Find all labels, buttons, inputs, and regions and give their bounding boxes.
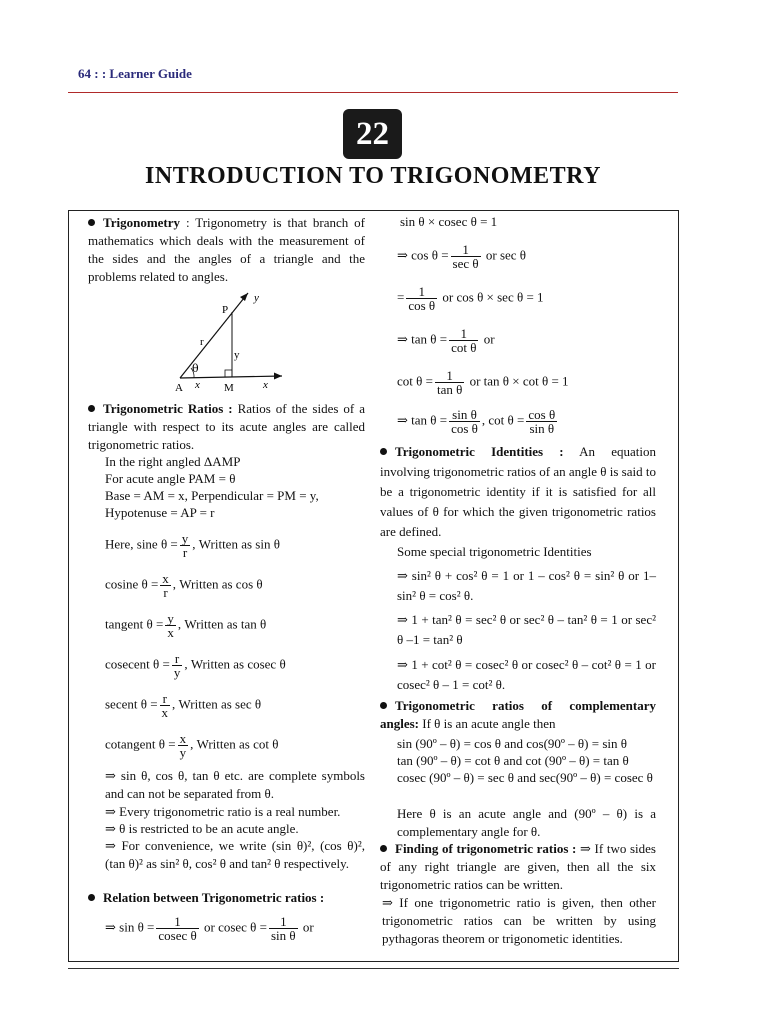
identity-sin-cos: ⇒ sin² θ + cos² θ = 1 or 1 – cos² θ = sin² θ or 1– sin² θ = cos² θ.	[397, 568, 656, 603]
bullet-icon	[88, 405, 95, 412]
secent-definition: secent θ = $\frac{r}{x}$ , Written as sec θ	[105, 691, 262, 720]
label-y-side: y	[234, 349, 240, 361]
note-convenience: ⇒ For convenience, we write (sin θ)², (cos θ)², (tan θ)² as sin² θ, cos² θ and tan² θ respectively.	[105, 838, 365, 871]
identity-cot-cosec: ⇒ 1 + cot² θ = cosec² θ or cosec² θ – cot² θ = 1 or cosec² θ – 1 = cot² θ.	[397, 657, 656, 692]
label-m: M	[224, 382, 234, 394]
identity-tan-sec: ⇒ 1 + tan² θ = sec² θ or sec² θ – tan² θ = 1 or sec² θ –1 = tan² θ	[397, 612, 656, 647]
chapter-number: 22	[343, 109, 402, 159]
note-acute-angle: ⇒ θ is restricted to be an acute angle.	[105, 821, 299, 836]
bullet-icon	[380, 702, 387, 709]
definition-text: Ratios of the sides of a triangle with respect to its acute angles are called trigonometric ratios.	[88, 401, 365, 452]
sin-cosec-product: sin θ × cosec θ = 1	[400, 214, 498, 229]
bullet-icon	[380, 448, 387, 455]
running-header: 64 : : Learner Guide	[78, 66, 192, 81]
bullet-icon	[88, 219, 95, 226]
relation-cos-sec: ⇒ cos θ = $\frac{1}{\text{sec θ}}$ or sec θ	[397, 242, 527, 271]
triangle-line: In the right angled ΔAMP	[105, 454, 241, 469]
cotangent-definition: cotangent θ = $\frac{x}{y}$ , Written as cot θ	[105, 731, 279, 760]
label-theta: θ	[192, 362, 199, 375]
relation-sin-cosec: ⇒ sin θ = $\frac{1}{\text{cosec θ}}$ or cosec θ = $\frac{1}{\text{sin θ}}$ or	[105, 914, 314, 943]
complementary-definition: Trigonometric ratios of complementary angles: If θ is an acute angle then	[380, 698, 656, 731]
note-complete-symbols: ⇒ sin θ, cos θ, tan θ etc. are complete symbols and can not be separated from θ.	[105, 768, 365, 801]
label-a: A	[175, 382, 183, 394]
sine-definition: Here, sine θ = $\frac{y}{r}$ , Written as sin θ	[105, 531, 280, 560]
relation-tan-cot-quotient: ⇒ tan θ = $\frac{\text{sin θ}}{\text{cos θ}}$ , cot θ = $\frac{\text{cos θ}}{\text{sin θ}}$	[397, 407, 556, 436]
finding-ratios-note: ⇒ If one trigonometric ratio is given, then other trigonometric ratios can be written by using pythagoras theorem or trigonometic identities.	[382, 895, 656, 946]
finding-ratios: Finding of trigonometric ratios : ⇒ If two sides of any right triangle are given, then all the six trigonometric ratios can be written.	[380, 841, 656, 892]
complementary-sin-cos: sin (90º – θ) = cos θ and cos(90º – θ) = sin θ	[397, 736, 627, 751]
cosine-definition: cosine θ = $\frac{x}{r}$ , Written as cos θ	[105, 571, 263, 600]
tangent-definition: tangent θ = $\frac{y}{x}$ , Written as tan θ	[105, 611, 267, 640]
base-line: Base = AM = x, Perpendicular = PM = y,	[105, 488, 319, 503]
relation-cot-tan: cot θ = $\frac{1}{\text{tan θ}}$ or tan θ × cot θ = 1	[397, 368, 569, 397]
chapter-title: INTRODUCTION TO TRIGONOMETRY	[145, 163, 601, 189]
cosecent-definition: cosecent θ = $\frac{r}{y}$ , Written as cosec θ	[105, 651, 286, 680]
relation-tan-cot: ⇒ tan θ = $\frac{1}{\text{cot θ}}$ or	[397, 326, 495, 355]
definition-text: : Trigonometry is that branch of mathematics which deals with the measurement of the sides and the angles of a triangle and the problems related to angles.	[88, 215, 365, 284]
complementary-note: Here θ is an acute angle and (90º – θ) is a complementary angle for θ.	[397, 806, 656, 839]
trigonometric-ratios-definition	[88, 400, 365, 454]
bullet-icon	[88, 894, 95, 901]
label-x-axis: x	[263, 379, 268, 391]
term-trigonometry: Trigonometry	[103, 215, 181, 230]
label-p: P	[222, 304, 229, 316]
complementary-tan-cot: tan (90º – θ) = cot θ and cot (90º – θ) = tan θ	[397, 753, 629, 768]
identities-subheading: Some special trigonometric Identities	[397, 544, 592, 559]
label-x-base: x	[195, 379, 200, 391]
header-rule	[68, 92, 678, 93]
hypotenuse-line: Hypotenuse = AP = r	[105, 505, 215, 520]
angle-line: For acute angle PAM = θ	[105, 471, 236, 486]
identities-definition: Trigonometric Identities : An equation involving trigonometric ratios of an angle θ is said to be a trigonometric identity if it is satisfied for all values of θ for which the given trigonometric ratios are defined.	[380, 444, 656, 539]
note-real-number: ⇒ Every trigonometric ratio is a real number.	[105, 804, 341, 819]
label-y-axis: y	[254, 292, 259, 304]
relation-sec-cos: = $\frac{1}{\text{cos θ}}$ or cos θ × sec θ = 1	[397, 284, 544, 313]
bullet-icon	[380, 845, 387, 852]
complementary-cosec-sec: cosec (90º – θ) = sec θ and sec(90º – θ) = cosec θ	[397, 770, 653, 785]
trigonometry-definition	[88, 214, 365, 286]
term-trigonometric-ratios: Trigonometric Ratios :	[103, 401, 233, 416]
label-r: r	[200, 336, 204, 348]
right-triangle-diagram	[170, 285, 285, 395]
footer-rule	[68, 968, 679, 969]
relation-heading: Relation between Trigonometric ratios :	[88, 889, 324, 907]
